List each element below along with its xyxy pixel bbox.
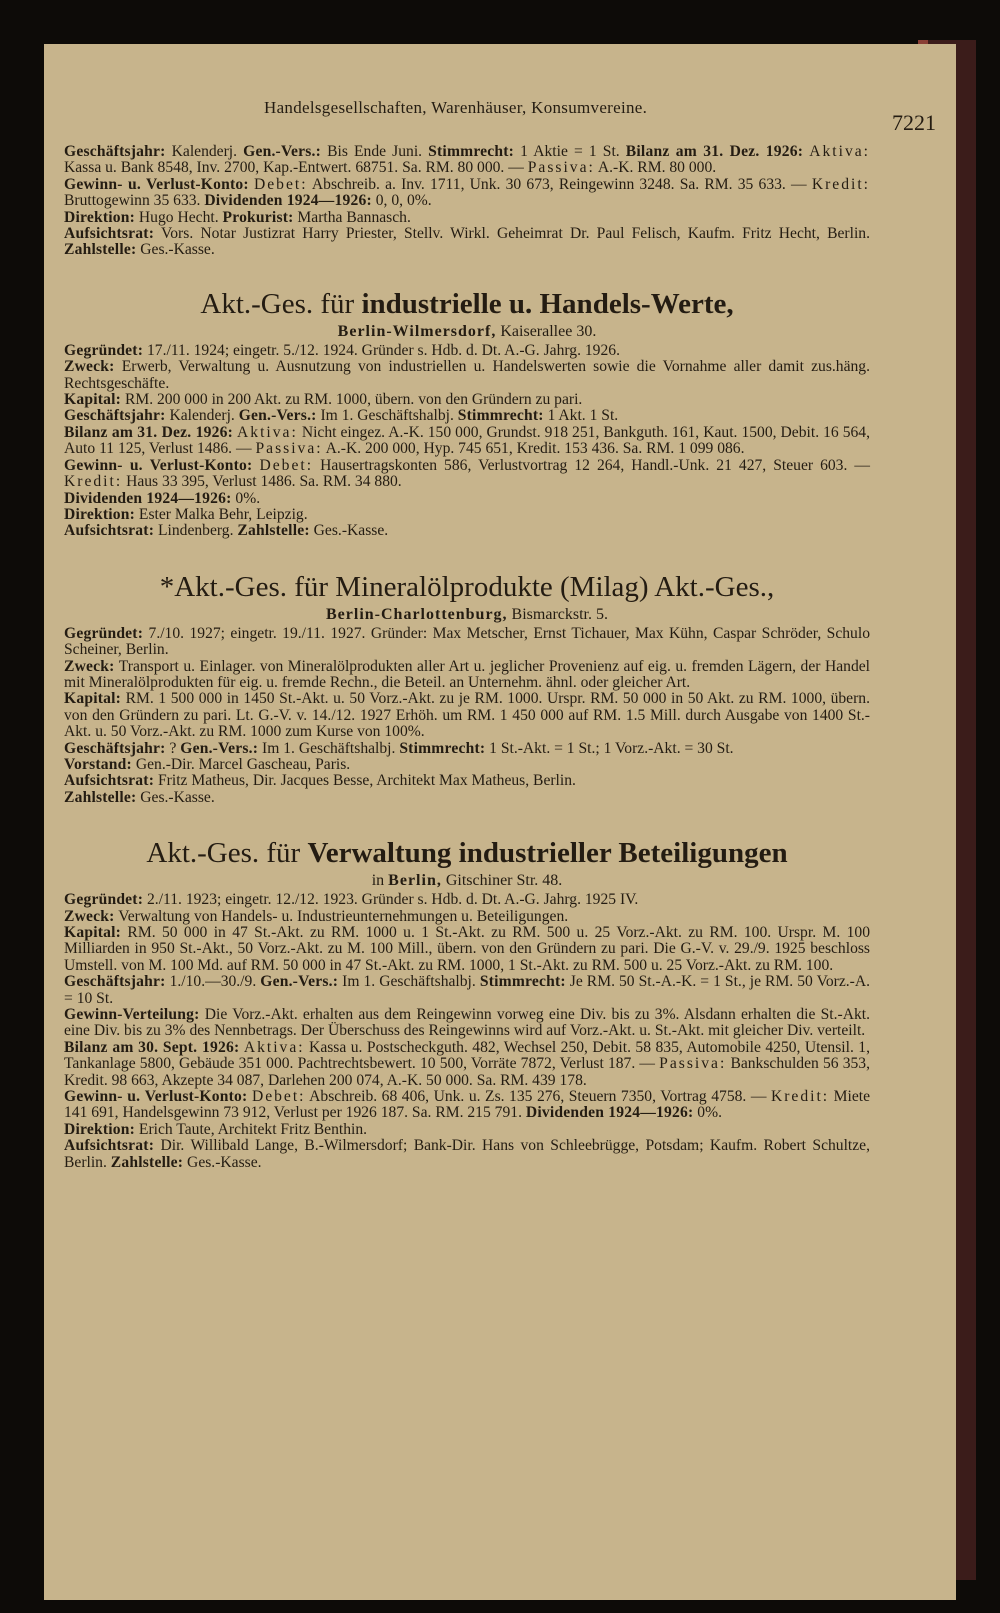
account-side-label: Debet: bbox=[251, 1088, 306, 1106]
field-text: Bruttogewinn 35 633. bbox=[64, 192, 205, 210]
field-label: Bilanz am 31. Dez. 1926: bbox=[625, 143, 804, 160]
company-city: Berlin-Charlottenburg, bbox=[326, 605, 508, 623]
field-text: 7./10. 1927; eingetr. 19./11. 1927. Gründer: Max Metscher, Ernst Tichauer, Max Kühn, Caspar Schröder, Schulo Scheiner, Berlin. bbox=[64, 624, 870, 659]
book-page bbox=[44, 44, 956, 1600]
field-text: Ester Malka Behr, Leipzig. bbox=[135, 505, 308, 523]
entry-paragraph bbox=[64, 425, 870, 458]
field-label: Gegründet: bbox=[64, 341, 144, 359]
entry-paragraph bbox=[64, 226, 870, 259]
field-text: 1 Aktie = 1 St. bbox=[514, 143, 626, 160]
field-label: Direktion: bbox=[64, 505, 136, 523]
account-side-label: Aktiva: bbox=[809, 143, 871, 160]
company-title bbox=[64, 570, 870, 604]
field-text: Erwerb, Verwaltung u. Ausnutzung von industriellen u. Handelswerten sowie die Vornahme aller damit zus.häng. Rechtsgeschäfte. bbox=[64, 358, 870, 392]
account-side-label: Kredit: bbox=[770, 1088, 830, 1106]
entry-paragraph bbox=[64, 757, 870, 773]
account-side-label: Aktiva: bbox=[237, 423, 298, 441]
field-text: RM. 200 000 in 200 Akt. zu RM. 1000, übern. von den Gründern zu pari. bbox=[121, 391, 583, 409]
entry-paragraph bbox=[64, 909, 870, 925]
entry-paragraph bbox=[64, 343, 870, 359]
entry-paragraph bbox=[64, 523, 870, 539]
field-text bbox=[252, 457, 259, 474]
company-address: Gitschiner Str. 48. bbox=[441, 872, 563, 890]
field-label: Geschäftsjahr: bbox=[64, 143, 166, 160]
company-address: Kaiserallee 30. bbox=[496, 322, 597, 340]
entry-paragraph bbox=[64, 773, 870, 789]
field-text: 1 Akt. 1 St. bbox=[543, 407, 619, 425]
field-text: Bis Ende Juni. bbox=[321, 143, 429, 160]
field-label: Stimmrecht: bbox=[428, 143, 515, 160]
field-label: Gen.-Vers.: bbox=[238, 407, 317, 425]
field-label: Gen.-Vers.: bbox=[260, 973, 339, 991]
entry-paragraph bbox=[64, 790, 870, 806]
field-text: Kalenderj. bbox=[165, 407, 239, 425]
field-label: Stimmrecht: bbox=[479, 973, 566, 991]
previous-company-entry bbox=[64, 144, 870, 259]
field-label: Dividenden 1924—1926: bbox=[525, 1104, 694, 1122]
field-text: Fritz Matheus, Dir. Jacques Besse, Architekt Max Matheus, Berlin. bbox=[154, 772, 576, 790]
field-text: Ges.-Kasse. bbox=[136, 241, 215, 259]
field-label: Gegründet: bbox=[64, 891, 144, 909]
account-side-label: Kredit: bbox=[811, 175, 870, 193]
field-label: Zahlstelle: bbox=[237, 522, 310, 540]
field-text: Lindenberg. bbox=[154, 522, 238, 540]
field-text: RM. 50 000 in 47 St.-Akt. zu RM. 1000 u. 1 St.-Akt. zu RM. 500 u. 25 Vorz.-Akt. zu RM. 100. Urspr. M. 100 Milliarden in 950 St.-Akt., 50 Vorz.-Akt. zu M. 100 Mill., übern. von den Gründern zu pari. Die G.-V. v. 29./9. 1925 beschloss Umstell. von M. 100 Md. auf RM. 50 000 in 47 St.-Akt. zu RM. 1000, 1 St.-Akt. zu RM. 500 u. 25 Vorz.-Akt. zu RM. 100. bbox=[64, 924, 870, 974]
running-header-title: Handelsgesellschaften, Warenhäuser, Konsumvereine. bbox=[264, 98, 648, 117]
field-label: Stimmrecht: bbox=[399, 739, 486, 757]
field-text: Abschreib. 68 406, Unk. u. Zs. 135 276, Steuern 7350, Vortrag 4758. — bbox=[305, 1088, 771, 1106]
field-text: Im 1. Geschäftshalbj. bbox=[258, 739, 400, 757]
field-text: Abschreib. a. Inv. 1711, Unk. 30 673, Reingewinn 3248. Sa. RM. 35 633. — bbox=[307, 175, 812, 193]
field-label: Zahlstelle: bbox=[64, 241, 137, 259]
field-label: Gewinn- u. Verlust-Konto: bbox=[64, 1088, 248, 1106]
field-text: 0, 0, 0%. bbox=[371, 192, 432, 210]
field-text: 0%. bbox=[693, 1104, 722, 1122]
company-title bbox=[64, 287, 870, 321]
company-entry-verwaltung-beteiligungen bbox=[64, 836, 870, 1171]
company-address: Bismarckstr. 5. bbox=[507, 605, 608, 623]
field-text: Erich Taute, Architekt Fritz Benthin. bbox=[135, 1120, 368, 1138]
field-text: Nicht eingez. A.-K. 150 000, Grundst. 918 251, Bankguth. 161, Kaut. 1500, Debit. 16 564, Auto 11 125, Verlust 1486. — bbox=[64, 423, 871, 458]
field-label: Dividenden 1924—1926: bbox=[204, 192, 372, 210]
entry-paragraph bbox=[64, 1122, 870, 1138]
field-label: Prokurist: bbox=[222, 208, 294, 226]
entry-paragraph bbox=[64, 1007, 870, 1040]
account-side-label: Passiva: bbox=[659, 1055, 727, 1073]
entry-paragraph bbox=[64, 507, 870, 523]
company-location bbox=[64, 606, 870, 624]
field-text: ? bbox=[165, 739, 181, 757]
company-entry-milag bbox=[64, 570, 870, 806]
field-text: Martha Bannasch. bbox=[293, 208, 411, 226]
field-label: Kapital: bbox=[64, 391, 122, 409]
field-text: Hausertragskonten 586, Verlustvortrag 12 264, Handl.-Unk. 21 427, Steuer 603. — bbox=[313, 456, 871, 474]
field-text: Transport u. Einlager. von Mineralölprodukten aller Art u. jeglicher Provenienz auf eig. u. fremden Lägern, der Handel mit Mineralölprodukten für eig. u. fremde Rechn., die Beteil. an Unternehm. ähnl. oder gleicher Art. bbox=[64, 657, 870, 691]
entry-paragraph bbox=[64, 144, 870, 177]
account-side-label: Passiva: bbox=[527, 159, 595, 177]
field-text: 1 St.-Akt. = 1 St.; 1 Vorz.-Akt. = 30 St. bbox=[485, 739, 734, 757]
field-text: Kalenderj. bbox=[165, 143, 244, 160]
field-label: Aufsichtsrat: bbox=[64, 772, 155, 790]
field-text: Hugo Hecht. bbox=[135, 208, 223, 226]
account-side-label: Passiva: bbox=[255, 440, 323, 458]
field-text: Die Vorz.-Akt. erhalten aus dem Reingewinn vorweg eine Div. bis zu 3%. Alsdann erhalten die St.-Akt. eine Div. bis zu 3% des Nennbetrags. Der Überschuss des Reingewinns wird auf Vorz.-Akt. u. St.-Akt. mit gleicher Div. verteilt. bbox=[64, 1006, 870, 1040]
entry-paragraph bbox=[64, 458, 870, 491]
field-label: Gegründet: bbox=[64, 624, 144, 642]
entry-paragraph bbox=[64, 392, 870, 408]
field-text: A.-K. RM. 80 000. bbox=[594, 159, 717, 177]
field-label: Gewinn- u. Verlust-Konto: bbox=[64, 175, 249, 193]
field-text: Im 1. Geschäftshalbj. bbox=[316, 407, 458, 425]
company-city: Berlin-Wilmersdorf, bbox=[337, 322, 497, 340]
field-label: Zahlstelle: bbox=[64, 788, 137, 806]
account-side-label: Kredit: bbox=[64, 473, 123, 491]
field-label: Bilanz am 31. Dez. 1926: bbox=[64, 423, 233, 441]
field-text: Haus 33 395, Verlust 1486. Sa. RM. 34 880. bbox=[122, 473, 402, 491]
entry-paragraph bbox=[64, 1040, 870, 1089]
company-title-prefix: Akt.-Ges. für bbox=[200, 287, 362, 320]
entry-paragraph bbox=[64, 210, 870, 226]
field-label: Kapital: bbox=[64, 924, 122, 941]
field-label: Zweck: bbox=[64, 657, 115, 675]
field-label: Stimmrecht: bbox=[457, 407, 544, 425]
field-label: Geschäftsjahr: bbox=[64, 407, 166, 425]
entry-paragraph bbox=[64, 691, 870, 740]
field-label: Direktion: bbox=[64, 1120, 136, 1138]
field-label: Dividenden 1924—1926: bbox=[64, 489, 232, 507]
entry-paragraph bbox=[64, 1138, 870, 1171]
field-label: Gewinn- u. Verlust-Konto: bbox=[64, 456, 253, 474]
field-text: Bankschulden 56 353, Kredit. 98 663, Akzepte 34 087, Darlehen 200 074, A.-K. 50 000. Sa. RM. 439 178. bbox=[64, 1055, 870, 1089]
company-title-main: industrielle u. Handels-Werte, bbox=[361, 287, 734, 320]
field-label: Gen.-Vers.: bbox=[180, 739, 259, 757]
entry-paragraph bbox=[64, 491, 870, 507]
entry-paragraph bbox=[64, 408, 870, 424]
company-location bbox=[64, 872, 870, 890]
field-text: Miete 141 691, Handelsgewinn 73 912, Verlust per 1926 187. Sa. RM. 215 791. bbox=[64, 1088, 870, 1122]
field-text: Vors. Notar Justizrat Harry Priester, Stellv. Wirkl. Geheimrat Dr. Paul Felisch, Kaufm. Fritz Hecht, Berlin. bbox=[154, 225, 870, 243]
entry-paragraph bbox=[64, 626, 870, 659]
entry-paragraph bbox=[64, 892, 870, 908]
entry-paragraph bbox=[64, 1089, 870, 1122]
field-text: Verwaltung von Handels- u. Industrieunternehmungen u. Beteiligungen. bbox=[114, 907, 569, 925]
field-label: Direktion: bbox=[64, 208, 136, 226]
field-text: 1./10.—30./9. bbox=[165, 973, 261, 991]
field-label: Geschäftsjahr: bbox=[64, 973, 166, 991]
entry-paragraph bbox=[64, 177, 870, 210]
location-prefix: in bbox=[371, 872, 389, 890]
field-text: RM. 1 500 000 in 1450 St.-Akt. u. 50 Vorz.-Akt. zu je RM. 1000. Urspr. RM. 50 000 in 50 Akt. zu RM. 1000, übern. von den Gründern zu pari. Lt. G.-V. v. 14./12. 1927 Erhöh. um RM. 1 450 000 auf RM. 1.5 Mill. durch Ausgabe von 1400 St.-Akt. u. 50 Vorz.-Akt. zu RM. 1000 zum Kurse von 100%. bbox=[64, 690, 870, 741]
account-side-label: Debet: bbox=[253, 175, 308, 193]
account-side-label: Debet: bbox=[259, 456, 314, 474]
field-label: Aufsichtsrat: bbox=[64, 522, 155, 540]
field-text: Ges.-Kasse. bbox=[309, 522, 389, 540]
entry-paragraph bbox=[64, 925, 870, 974]
field-text: Je RM. 50 St.-A.-K. = 1 St., je RM. 50 Vorz.-A. = 10 St. bbox=[64, 973, 870, 1007]
field-text: 17./11. 1924; eingetr. 5./12. 1924. Gründer s. Hdb. d. Dt. A.-G. Jahrg. 1926. bbox=[143, 341, 620, 359]
field-label: Kapital: bbox=[64, 690, 122, 708]
entry-paragraph bbox=[64, 974, 870, 1007]
field-text: Ges.-Kasse. bbox=[183, 1153, 262, 1171]
entry-paragraph bbox=[64, 659, 870, 692]
entry-paragraph bbox=[64, 359, 870, 392]
company-title-prefix: *Akt.-Ges. für Mineralölprodukte (Milag) Akt.-Ges., bbox=[159, 570, 775, 603]
field-label: Aufsichtsrat: bbox=[64, 1137, 155, 1155]
company-city: Berlin, bbox=[388, 872, 442, 890]
field-text: Gen.-Dir. Marcel Gascheau, Paris. bbox=[131, 755, 351, 773]
field-text: Kassa u. Bank 8548, Inv. 2700, Kap.-Entwert. 68751. Sa. RM. 80 000. — bbox=[64, 159, 528, 177]
field-text: 2./11. 1923; eingetr. 12./12. 1923. Gründer s. Hdb. d. Dt. A.-G. Jahrg. 1925 IV. bbox=[143, 891, 639, 909]
field-label: Zweck: bbox=[64, 907, 115, 925]
running-header bbox=[64, 44, 936, 135]
field-label: Zweck: bbox=[64, 358, 115, 376]
company-entry-industrielle-handelswerte bbox=[64, 287, 870, 540]
entry-paragraph bbox=[64, 741, 870, 757]
field-label: Geschäftsjahr: bbox=[64, 739, 166, 757]
field-label: Gewinn-Verteilung: bbox=[64, 1006, 200, 1024]
page-number: 7221 bbox=[892, 110, 936, 135]
field-text: A.-K. 200 000, Hyp. 745 651, Kredit. 153 436. Sa. RM. 1 099 086. bbox=[322, 440, 745, 458]
company-title-main: Verwaltung industrieller Beteiligungen bbox=[307, 837, 788, 870]
field-label: Gen.-Vers.: bbox=[243, 143, 321, 160]
field-text: Kassa u. Postscheckguth. 482, Wechsel 250, Debit. 58 835, Automobile 4250, Utensil. 1, Tankanlage 5800, Gebäude 351 000. Pachtrechtsbewert. 10 500, Vorräte 7872, Verlust 187. — bbox=[64, 1038, 870, 1073]
field-text: 0%. bbox=[231, 489, 261, 507]
field-label: Vorstand: bbox=[64, 755, 132, 773]
field-label: Bilanz am 30. Sept. 1926: bbox=[64, 1038, 240, 1056]
company-title bbox=[64, 836, 870, 870]
field-text: Im 1. Geschäftshalbj. bbox=[338, 973, 480, 991]
company-location bbox=[64, 323, 870, 341]
field-label: Aufsichtsrat: bbox=[64, 225, 155, 243]
account-side-label: Aktiva: bbox=[243, 1038, 305, 1056]
field-text: Dir. Willibald Lange, B.-Wilmersdorf; Bank-Dir. Hans von Schleebrügge, Potsdam; Kaufm. Robert Schultze, Berlin. bbox=[64, 1137, 870, 1171]
field-text: Ges.-Kasse. bbox=[136, 788, 215, 806]
company-title-prefix: Akt.-Ges. für bbox=[146, 837, 308, 870]
field-label: Zahlstelle: bbox=[110, 1153, 184, 1171]
